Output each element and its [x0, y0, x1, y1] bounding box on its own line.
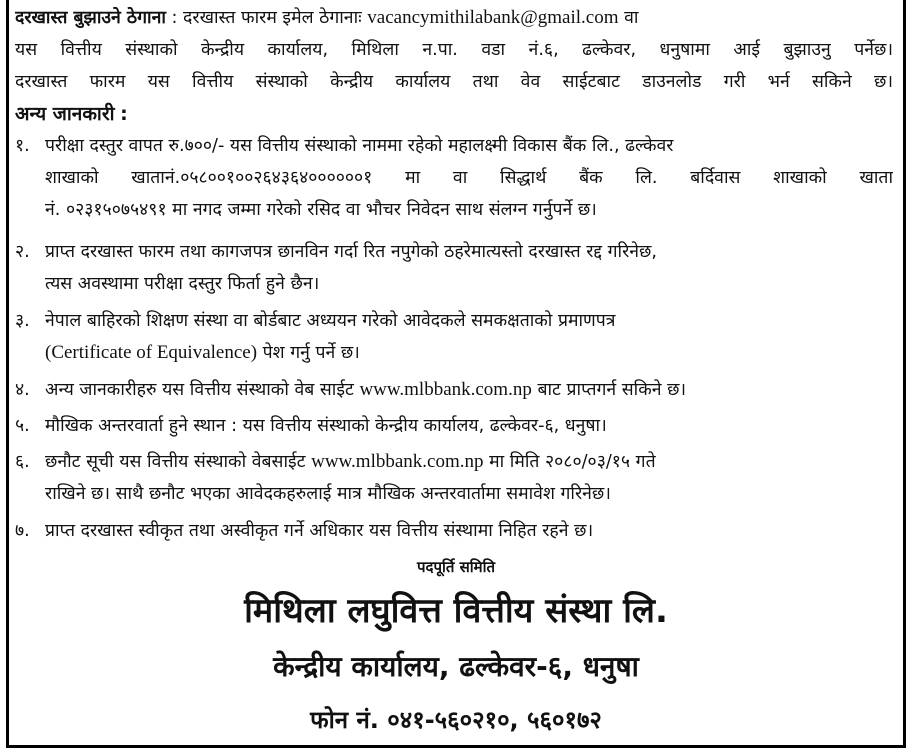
- committee-name: पदपूर्ति समिति: [416, 558, 496, 576]
- item-1-line-1: [15, 130, 893, 162]
- item-6-number: ६.: [15, 452, 30, 472]
- submission-line-2: यस वित्तीय संस्थाको केन्द्रीय कार्यालय, मिथिला न.पा. वडा नं.६, ढल्केवर, धनुषामा आई बुझाउनु पर्नेछ।: [15, 40, 893, 60]
- organization-name: मिथिला लघुवित्त वित्तीय संस्था लि.: [244, 591, 668, 631]
- item-3-latin: (Certificate of Equivalence): [45, 342, 258, 363]
- submission-email-label: : दरखास्त फारम इमेल ठेगानाः: [171, 8, 362, 28]
- item-4-number: ४.: [15, 380, 30, 400]
- item-3-line-1: [15, 305, 893, 337]
- item-3-text-1: नेपाल बाहिरको शिक्षण संस्था वा बोर्डबाट अध्ययन गरेको आवेदकले समकक्षताको प्रमाणपत्र: [45, 311, 616, 331]
- item-5-number: ५.: [15, 416, 30, 436]
- submission-email[interactable]: vacancymithilabank@gmail.com: [367, 7, 619, 28]
- item-7-text: प्राप्त दरखास्त स्वीकृत तथा अस्वीकृत गर्ने अधिकार यस वित्तीय संस्थामा निहित रहने छ।: [45, 521, 594, 541]
- phone-number: फोन नं. ०४१-५६०२१०, ५६०१७२: [310, 706, 602, 734]
- item-6-text-before: छनौट सूची यस वित्तीय संस्थाको वेबसाईट: [45, 452, 306, 472]
- item-6-line-1: [15, 446, 893, 478]
- item-5-line: [15, 410, 893, 442]
- other-info-colon: :: [120, 103, 128, 125]
- item-7-number: ७.: [15, 521, 30, 541]
- item-6-url[interactable]: www.mlbbank.com.np: [311, 451, 484, 472]
- submission-line-1-tail: वा: [624, 8, 639, 28]
- item-3-line-2: [45, 337, 893, 369]
- office-address: केन्द्रीय कार्यालय, ढल्केवर-६, धनुषा: [273, 650, 639, 683]
- other-info-heading: अन्य जानकारी: [15, 103, 115, 125]
- item-2-line-2: त्यस अवस्थामा परीक्षा दस्तुर फिर्ता हुने छैन।: [45, 274, 320, 294]
- item-5-text: मौखिक अन्तरवार्ता हुने स्थान : यस वित्तीय संस्थाको केन्द्रीय कार्यालय, ढल्केवर-६, धनुषा।: [45, 416, 607, 436]
- item-3-number: ३.: [15, 311, 30, 331]
- item-4-url[interactable]: www.mlbbank.com.np: [359, 379, 532, 400]
- item-1-line-3: नं. ०२३१५०७५४९१ मा नगद जम्मा गरेको रसिद वा भौचर निवेदन साथ संलग्न गर्नुपर्ने छ।: [45, 200, 597, 220]
- item-4-text-before: अन्य जानकारीहरु यस वित्तीय संस्थाको वेब साईट: [45, 380, 354, 400]
- item-1-number: १.: [15, 136, 30, 156]
- other-info-heading-line: [15, 98, 893, 130]
- item-2-line-1: [15, 236, 893, 268]
- item-2-number: २.: [15, 242, 30, 262]
- submission-line-1: [15, 2, 893, 34]
- item-4-line: [15, 374, 893, 406]
- item-3-tail: पेश गर्नु पर्ने छ।: [262, 343, 360, 363]
- item-6-line-2: राखिने छ। साथै छनौट भएका आवेदकहरुलाई मात्र मौखिक अन्तरवार्तामा समावेश गरिनेछ।: [45, 484, 611, 504]
- item-1-text-1: परीक्षा दस्तुर वापत रु.७००/- यस वित्तीय संस्थाको नाममा रहेको महालक्ष्मी विकास बैंक लि., ढल्केवर: [45, 136, 674, 156]
- notice-document: [6, 0, 906, 748]
- item-1-line-2: शाखाको खातानं.०५८००१००२६४३६४००००००१ मा वा सिद्धार्थ बैंक लि. बर्दिवास शाखाको खाता: [45, 168, 893, 188]
- item-2-text-1: प्राप्त दरखास्त फारम तथा कागजपत्र छानविन गर्दा रित नपुगेको ठहरेमात्यस्तो दरखास्त रद्द गरिनेछ,: [45, 242, 657, 262]
- submission-heading: दरखास्त बुझाउने ठेगाना: [15, 8, 166, 28]
- submission-line-3: दरखास्त फारम यस वित्तीय संस्थाको केन्द्रीय कार्यालय तथा वेव साईटबाट डाउनलोड गरी भर्न सकिने छ।: [15, 72, 893, 92]
- item-7-line: [15, 515, 893, 547]
- item-4-text-after: बाट प्राप्तगर्न सकिने छ।: [537, 380, 687, 400]
- item-6-text-after: मा मिति २०८०/०३/१५ गते: [489, 452, 656, 472]
